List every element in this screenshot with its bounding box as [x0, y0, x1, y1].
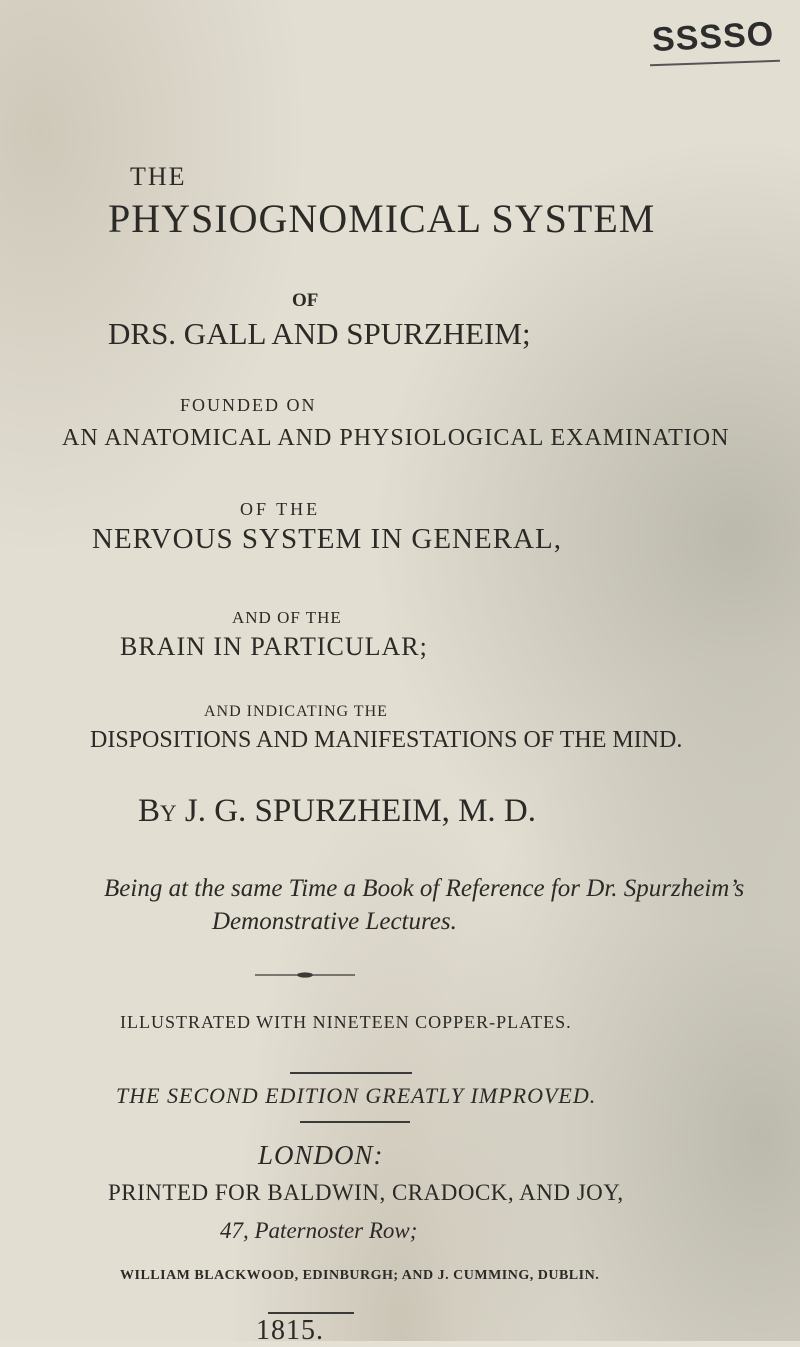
nervous-system-line: NERVOUS SYSTEM IN GENERAL,: [92, 523, 562, 555]
founded-on: FOUNDED ON: [180, 395, 317, 415]
demonstrative-line: Demonstrative Lectures.: [212, 908, 457, 935]
being-line: Being at the same Time a Book of Reference for Dr. Spurzheim’s: [104, 875, 745, 902]
rule-above-edition: [290, 1072, 412, 1074]
rule-below-edition: [300, 1121, 410, 1123]
title-of: OF: [292, 290, 319, 311]
of-the-line: OF THE: [240, 499, 321, 519]
book-title: PHYSIOGNOMICAL SYSTEM: [108, 196, 656, 241]
printed-for-line: PRINTED FOR BALDWIN, CRADOCK, AND JOY,: [108, 1180, 624, 1205]
publication-year: 1815.: [256, 1315, 324, 1346]
co-publishers-line: WILLIAM BLACKWOOD, EDINBURGH; AND J. CUMMING, DUBLIN.: [120, 1268, 600, 1283]
rule-above-year: [268, 1312, 354, 1314]
address-line: 47, Paternoster Row;: [220, 1218, 418, 1243]
illustrated-line: ILLUSTRATED WITH NINETEEN COPPER-PLATES.: [120, 1012, 572, 1032]
and-indicating-line: AND INDICATING THE: [204, 703, 388, 720]
and-of-the-line: AND OF THE: [232, 608, 342, 627]
author-name: J. G. SPURZHEIM, M. D.: [184, 793, 536, 829]
authors-line: DRS. GALL AND SPURZHEIM;: [108, 316, 531, 351]
stamp-underline: [650, 60, 780, 67]
author-line: [138, 793, 536, 830]
brain-line: BRAIN IN PARTICULAR;: [120, 632, 428, 661]
title-the: THE: [130, 162, 187, 191]
by-label: By: [138, 793, 177, 829]
library-stamp: SSSSO: [651, 14, 776, 60]
examination-line: AN ANATOMICAL AND PHYSIOLOGICAL EXAMINATION: [62, 425, 730, 451]
edition-line: THE SECOND EDITION GREATLY IMPROVED.: [116, 1083, 597, 1108]
imprint-city: LONDON:: [258, 1140, 384, 1170]
dispositions-line: DISPOSITIONS AND MANIFESTATIONS OF THE MIND.: [90, 727, 683, 753]
ornament-divider: [255, 972, 355, 978]
